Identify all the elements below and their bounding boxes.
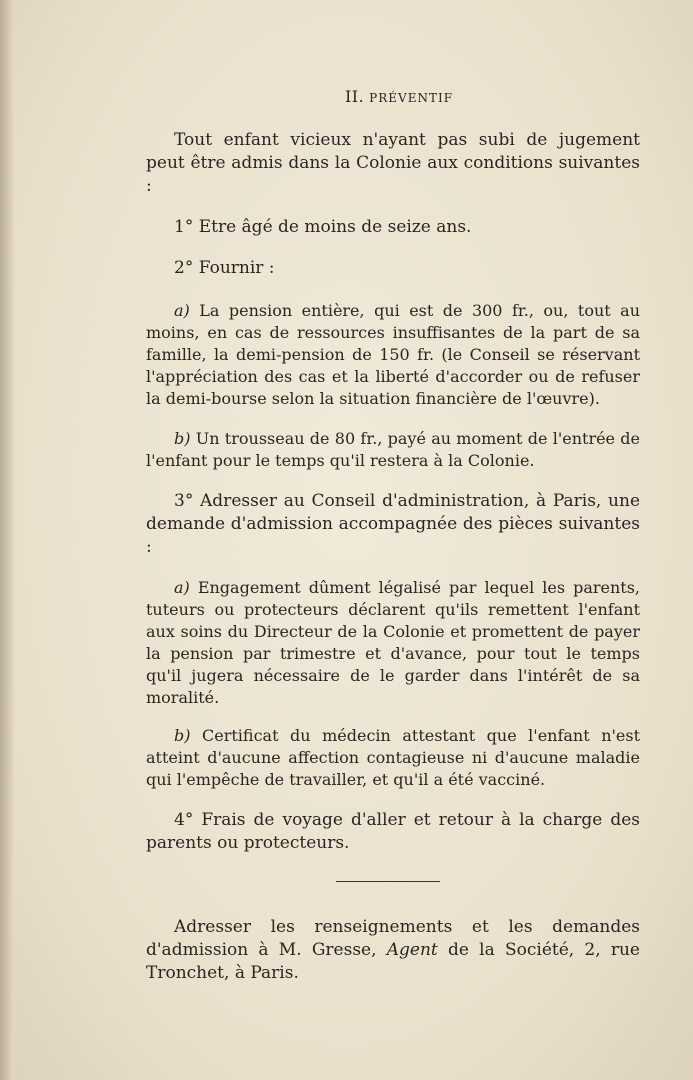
address-before: Adresser les renseignements et les demandes d'admission à M. Gresse, <box>146 917 640 960</box>
condition-1: 1° Etre âgé de moins de seize ans. <box>174 217 472 237</box>
address-agent: Agent <box>386 940 438 960</box>
condition-2b-text: Un trousseau de 80 fr., payé au moment de l'entrée de l'enfant pour le temps qu'il restera à la Colonie. <box>146 429 640 470</box>
condition-3b-letter: b) <box>174 726 191 745</box>
condition-2a <box>146 300 640 410</box>
condition-2: 2° Fournir : <box>174 258 275 278</box>
condition-4: 4° Frais de voyage d'aller et retour à la charge des parents ou protecteurs. <box>146 810 640 853</box>
condition-2a-text: La pension entière, qui est de 300 fr., ou, tout au moins, en cas de ressources insuffisantes de la part de sa famille, la demi-pension de 150 fr. (le Conseil se réservant l'appréciation des cas et la liberté d'accorder ou de refuser la demi-bourse selon la situation financière de l'œuvre). <box>146 301 640 408</box>
address-after: de la Société, 2, rue Tronchet, à Paris. <box>146 940 640 983</box>
section-heading <box>158 86 640 109</box>
condition-3b <box>146 725 640 791</box>
condition-2b <box>146 428 640 472</box>
page-spine-shadow <box>0 0 14 1080</box>
address-paragraph <box>146 916 640 985</box>
condition-2b-letter: b) <box>174 429 191 448</box>
heading-title: PRÉVENTIF <box>369 91 454 105</box>
page-content <box>146 86 640 985</box>
condition-3b-text: Certificat du médecin attestant que l'enfant n'est atteint d'aucune affection contagieuse ni d'aucune maladie qui l'empêche de travailler, et qu'il a été vacciné. <box>146 726 640 789</box>
condition-3a-text: Engagement dûment légalisé par lequel les parents, tuteurs ou protecteurs déclarent qu'ils remettent l'enfant aux soins du Directeur de la Colonie et promettent de payer la pension par trimestre et d'avance, pour tout le temps qu'il jugera nécessaire de le garder dans l'intérêt de sa moralité. <box>146 578 640 707</box>
condition-3a-letter: a) <box>174 578 190 597</box>
intro-paragraph: Tout enfant vicieux n'ayant pas subi de jugement peut être admis dans la Colonie aux conditions suivantes : <box>146 130 640 196</box>
section-divider <box>336 881 440 882</box>
condition-2a-letter: a) <box>174 301 190 320</box>
condition-3a <box>146 577 640 709</box>
heading-number: II. <box>344 87 365 106</box>
condition-3: 3° Adresser au Conseil d'administration, à Paris, une demande d'admission accompagnée des pièces suivantes : <box>146 491 640 557</box>
